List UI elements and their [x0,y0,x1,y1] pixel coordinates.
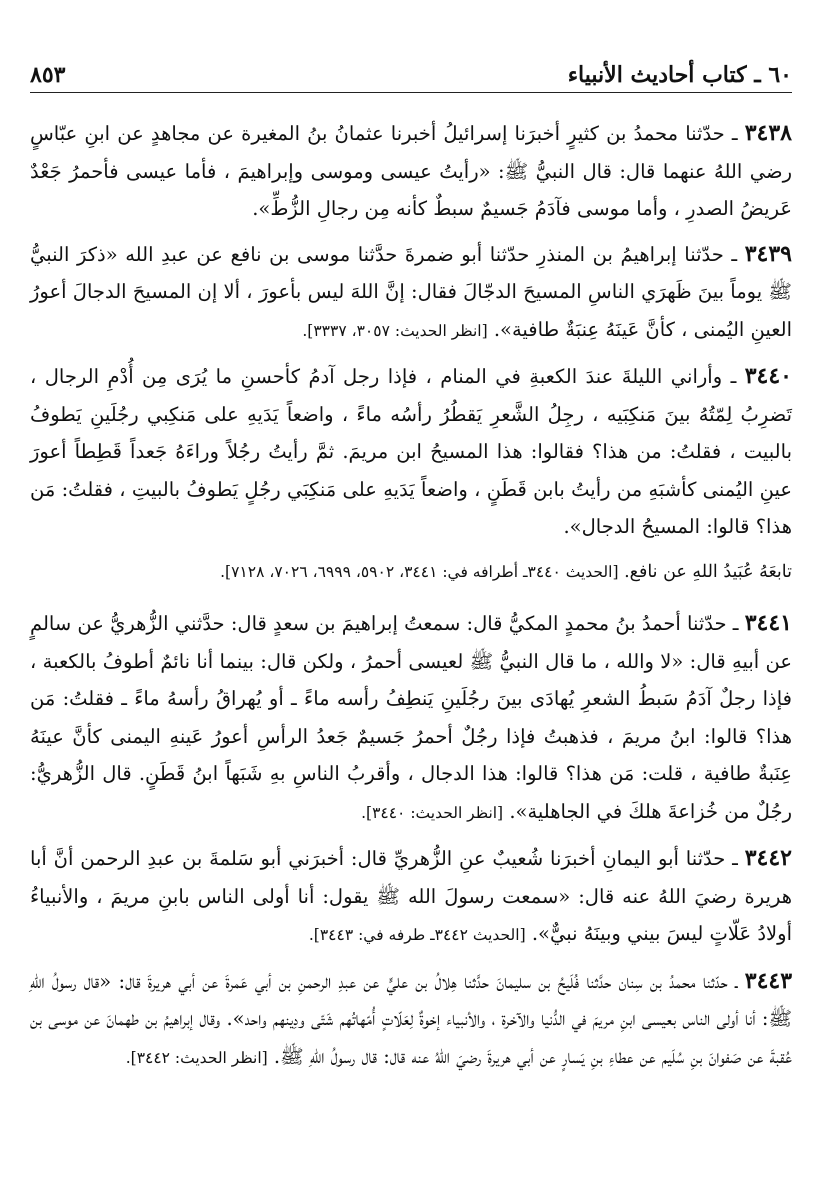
hadith-3438 [30,115,792,228]
hadith-text: ـ حدّثنا أبو اليمانِ أخبرَنا شُعيبٌ عنِ الزُّهريِّ قال: أخبرَني أبو سَلمةَ بن عبدِ الرحمن أنَّ أبا هريرة رضيَ اللهُ عنه قال: «سمعت رسولَ الله ﷺ يقول: أنا أولى الناس بابنِ مريمَ ، والأنبياءُ أولادُ عَلّاتٍ ليسَ بيني وبينَهُ نبيٌّ». [30,847,792,945]
hadith-number: ٣٤٤١ [744,610,792,636]
hadith-text: ـ حدّثنا إبراهيمُ بن المنذرِ حدّثنا أبو ضمرةَ حدَّثنا موسى بن نافع عن عبدِ الله «ذكرَ النبيُّ ﷺ يوماً بينَ ظَهرَي الناسِ المسيحَ الدجّالَ فقال: إنَّ اللهَ ليس بأعورَ ، ألا إن المسيحَ الدجالَ أعورُ العينِ اليُمنى ، كأنَّ عَينَهُ عِنبَةٌ طافية». [30,242,792,341]
hadith-text: ـ حدّثنا محمدُ بن سِنان حدَّثنا فُلَيحُ بن سليمانَ حدَّثنا هِلالُ بن عليٍّ عن عبدِ الرحمنِ بن أبي عَمرةَ عن أبي هريرةَ قال: «قال رسولُ اللهِ ﷺ: أنا أولى الناس بعيسى ابنِ مريمَ في الدُّنيا والآخرة ، والأنبياء إخوةٌ لِعَلّاتٍ أُمّهاتُهم شَتّى ودِينهم واحد». وقال إبراهيمُ بن طهمانَ عن موسى بن عُقبةَ عن صَفوانَ بنِ سُلَيم عن عطاءِ بنِ يَسارٍ عن أبي هريرةَ رضيَ اللهُ عنه قال: قال رسولُ اللهِ ﷺ. [30,969,792,1068]
hadith-text: ـ وأراني الليلةَ عندَ الكعبةِ في المنام ، فإذا رجل آدمُ كأحسنِ ما يُرَى مِن أُدْمِ الرجال ، تَضرِبُ لِمّتُهُ بينَ مَنكِبَيه ، رجِلُ الشَّعرِ يَقطُرُ رأسُه ماءً ، واضعاً يَدَيهِ على مَنكِبي رجُلَينِ يَطوفُ بالبيت ، فقلتُ: من هذا؟ فقالوا: هذا المسيحُ ابن مريمَ. ثمَّ رأيتُ رجُلاً وراءَهُ جَعداً قَطِطاً أعورَ عينِ اليُمنى كأشبَهِ من رأيتُ بابن قَطَنٍ ، واضعاً يَدَيهِ على مَنكِبَي رجُلٍ يَطوفُ بالبيتِ ، فقلتُ: مَن هذا؟ قالوا: المسيحُ الدجال». [30,365,792,538]
book-page [30,52,792,1162]
hadith-reference: [انظر الحديث: ٣٤٤٢]. [125,1048,268,1067]
hadith-reference: [الحديث ٣٤٤٠ـ أطرافه في: ٣٤٤١، ٥٩٠٢، ٦٩٩٩، ٧٠٢٦، ٧١٢٨]. [220,562,619,581]
note-text: تابعَهُ عُبَيدُ اللهِ عن نافع. [624,561,792,582]
chapter-title: ٦٠ ـ كتاب أحاديث الأنبياء [567,62,792,88]
hadith-3440 [30,358,792,546]
hadith-3443 [30,963,792,1078]
hadith-reference: [انظر الحديث: ٣٤٤٠]. [361,803,504,822]
hadith-3442 [30,840,792,955]
hadith-text: ـ حدّثنا محمدُ بن كثيرٍ أخبرَنا إسرائيلُ أخبرنا عثمانُ بنُ المغيرة عن مجاهدٍ عن ابنِ عبّاسٍ رضي اللهُ عنهما قال: قال النبيُّ ﷺ: «رأيتُ عيسى وموسى وإبراهيمَ ، فأما عيسى فأحمرُ جَعْدٌ عَريضُ الصدرِ ، وأما موسى فآدَمُ جَسيمٌ سبطٌ كأنه مِن رجالِ الزُّطِّ». [30,122,792,220]
hadith-follow-note [30,554,792,592]
hadith-3441 [30,605,792,832]
page-header [30,52,792,93]
hadith-number: ٣٤٤٢ [744,845,792,871]
hadith-number: ٣٤٣٩ [744,240,792,267]
hadith-number: ٣٤٤٣ [744,967,793,994]
hadith-reference: [انظر الحديث: ٣٠٥٧، ٣٣٣٧]. [302,321,488,340]
hadith-number: ٣٤٣٨ [744,120,792,146]
hadith-3439 [30,236,792,351]
page-body [30,115,792,1077]
hadith-text: ـ حدّثنا أحمدُ بنُ محمدٍ المكيُّ قال: سمعتُ إبراهيمَ بن سعدٍ قال: حدَّثني الزُّهريُّ عن سالمٍ عن أبيهِ قال: «لا والله ، ما قال النبيُّ ﷺ لعيسى أحمرُ ، ولكن قال: بينما أنا نائمٌ أطوفُ بالكعبة ، فإذا رجلٌ آدَمُ سَبطُ الشعرِ يُهادَى بينَ رجُلَينِ يَنطِفُ رأسه ماءً ـ أو يُهراقُ رأسهُ ماءً ـ فقلتُ: مَن هذا؟ قالوا: ابنُ مريمَ ، فذهبتُ فإذا رجُلٌ أحمرُ جَسيمٌ جَعدُ الرأسِ أعورُ عَينهِ اليمنى كأنَّ عينَهُ عِنَبةٌ طافية ، قلت: مَن هذا؟ قالوا: هذا الدجال ، وأقربُ الناسِ بهِ شَبَهاً ابنُ قَطَنٍ. قال الزُّهريُّ: رجُلٌ من خُزاعةَ هلكَ في الجاهلية». [30,612,792,823]
hadith-reference: [الحديث ٣٤٤٢ـ طرفه في: ٣٤٤٣]. [308,926,526,944]
page-number: ٨٥٣ [30,62,66,88]
hadith-number: ٣٤٤٠ [744,363,792,389]
